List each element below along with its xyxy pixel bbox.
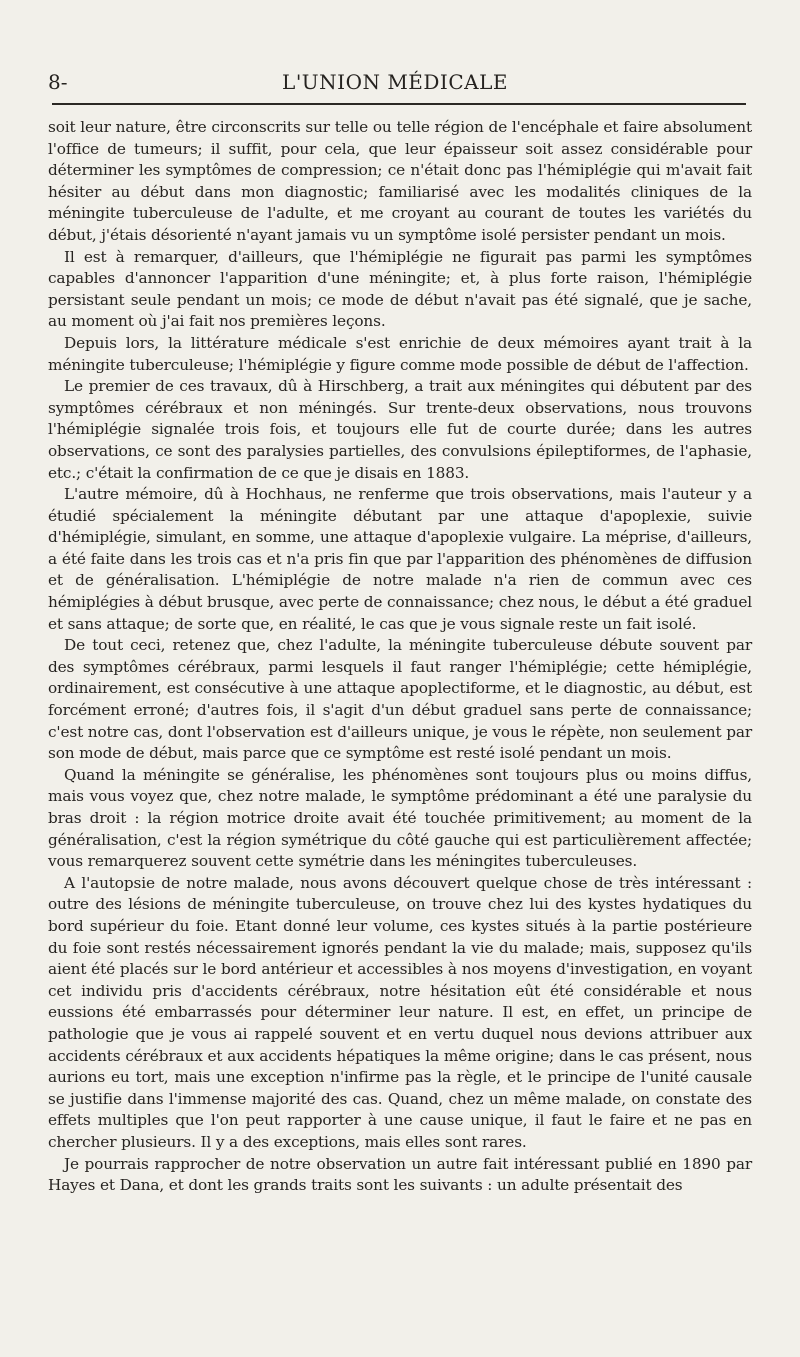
paragraph-9: Je pourrais rapprocher de notre observation un autre fait intéressant publié en 1890 par Hayes et Dana, et dont les grands traits sont les suivants : un adulte présentait des [48, 1154, 752, 1195]
paragraph-1: soit leur nature, être circonscrits sur telle ou telle région de l'encéphale et faire absolument l'office de tumeurs; il suffit, pour cela, que leur épaisseur soit assez considérable pour déterminer les symptômes de compression; ce n'était donc pas l'hémiplégie qui m'avait fait hésiter au début dans mon diagnostic; familiarisé avec les modalités cliniques de la méningite tuberculeuse de l'adulte, et me croyant au courant de toutes les variétés du début, j'étais désorienté n'ayant jamais vu un symptôme isolé persister pendant un mois. [48, 118, 752, 244]
running-title: L'UNION MÉDICALE [282, 70, 508, 94]
body-text [48, 117, 752, 1197]
paragraph-5: L'autre mémoire, dû à Hochhaus, ne renferme que trois observations, mais l'auteur y a étudié spécialement la méningite débutant par une attaque d'apoplexie, suivie d'hémiplégie, simulant, en somme, une attaque d'apoplexie vulgaire. La méprise, d'ailleurs, a été faite dans les trois cas et n'a pris fin que par l'apparition des phénomènes de diffusion et de généralisation. L'hémiplégie de notre malade n'a rien de commun avec ces hémiplégies à début brusque, avec perte de connaissance; chez nous, le début a été graduel et sans attaque; de sorte que, en réalité, le cas que je vous signale reste un fait isolé. [48, 485, 752, 633]
paragraph-3: Depuis lors, la littérature médicale s'est enrichie de deux mémoires ayant trait à la méningite tuberculeuse; l'hémiplégie y figure comme mode possible de début de l'affection. [48, 333, 752, 374]
page-header [48, 68, 742, 98]
paragraph-6: De tout ceci, retenez que, chez l'adulte, la méningite tuberculeuse débute souvent par des symptômes cérébraux, parmi lesquels il faut ranger l'hémiplégie; cette hémiplégie, ordinairement, est consécutive à une attaque apoplectiforme, et le diagnostic, au début, est forcément erroné; d'autres fois, il s'agit d'un début graduel sans perte de connaissance; c'est notre cas, dont l'observation est d'ailleurs unique, je vous le répète, non seulement par son mode de début, mais parce que ce symptôme est resté isolé pendant un mois. [48, 636, 752, 763]
page-number: 8- [48, 70, 68, 94]
paragraph-4: Le premier de ces travaux, dû à Hirschberg, a trait aux méningites qui débutent par des symptômes cérébraux et non méningés. Sur trente-deux observations, nous trouvons l'hémiplégie signalée trois fois, et toujours elle fut de courte durée; dans les autres observations, ce sont des paralysies partielles, des convulsions épileptiformes, de l'aphasie, etc.; c'était la confirmation de ce que je disais en 1883. [48, 377, 752, 482]
paragraph-2: Il est à remarquer, d'ailleurs, que l'hémiplégie ne figurait pas parmi les symptômes capables d'annoncer l'apparition d'une méningite; et, à plus forte raison, l'hémiplégie persistant seule pendant un mois; ce mode de début n'avait pas été signalé, que je sache, au moment où j'ai fait nos premières leçons. [48, 247, 752, 331]
header-rule [52, 103, 746, 105]
paragraph-8: A l'autopsie de notre malade, nous avons découvert quelque chose de très intéressant : outre des lésions de méningite tuberculeuse, on trouve chez lui des kystes hydatiques du bord supérieur du foie. Etant donné leur volume, ces kystes situés à la partie postérieure du foie sont restés nécessairement ignorés pendant la vie du malade; mais, supposez qu'ils aient été placés sur le bord antérieur et accessibles à nos moyens d'investigation, en voyant cet individu pris d'accidents cérébraux, notre hésitation eût été considérable et nous eussions été embarrassés pour déterminer leur nature. Il est, en effet, un principe de pathologie que je vous ai rappelé souvent et en vertu duquel nous devions attribuer aux accidents cérébraux et aux accidents hépatiques la même origine; dans le cas présent, nous aurions eu tort, mais une exception n'infirme pas la règle, et le principe de l'unité causale se justifie dans l'immense majorité des cas. Quand, chez un même malade, on constate des effets multiples que l'on peut rapporter à une cause unique, il faut le faire et ne pas en chercher plusieurs. Il y a des exceptions, mais elles sont rares. [48, 873, 752, 1151]
paragraph-7: Quand la méningite se généralise, les phénomènes sont toujours plus ou moins diffus, mais vous voyez que, chez notre malade, le symptôme prédominant a été une paralysie du bras droit : la région motrice droite avait été touchée primitivement; au moment de la généralisation, c'est la région symétrique du côté gauche qui est particulièrement affectée; vous remarquerez souvent cette symétrie dans les méningites tuberculeuses. [48, 765, 752, 871]
